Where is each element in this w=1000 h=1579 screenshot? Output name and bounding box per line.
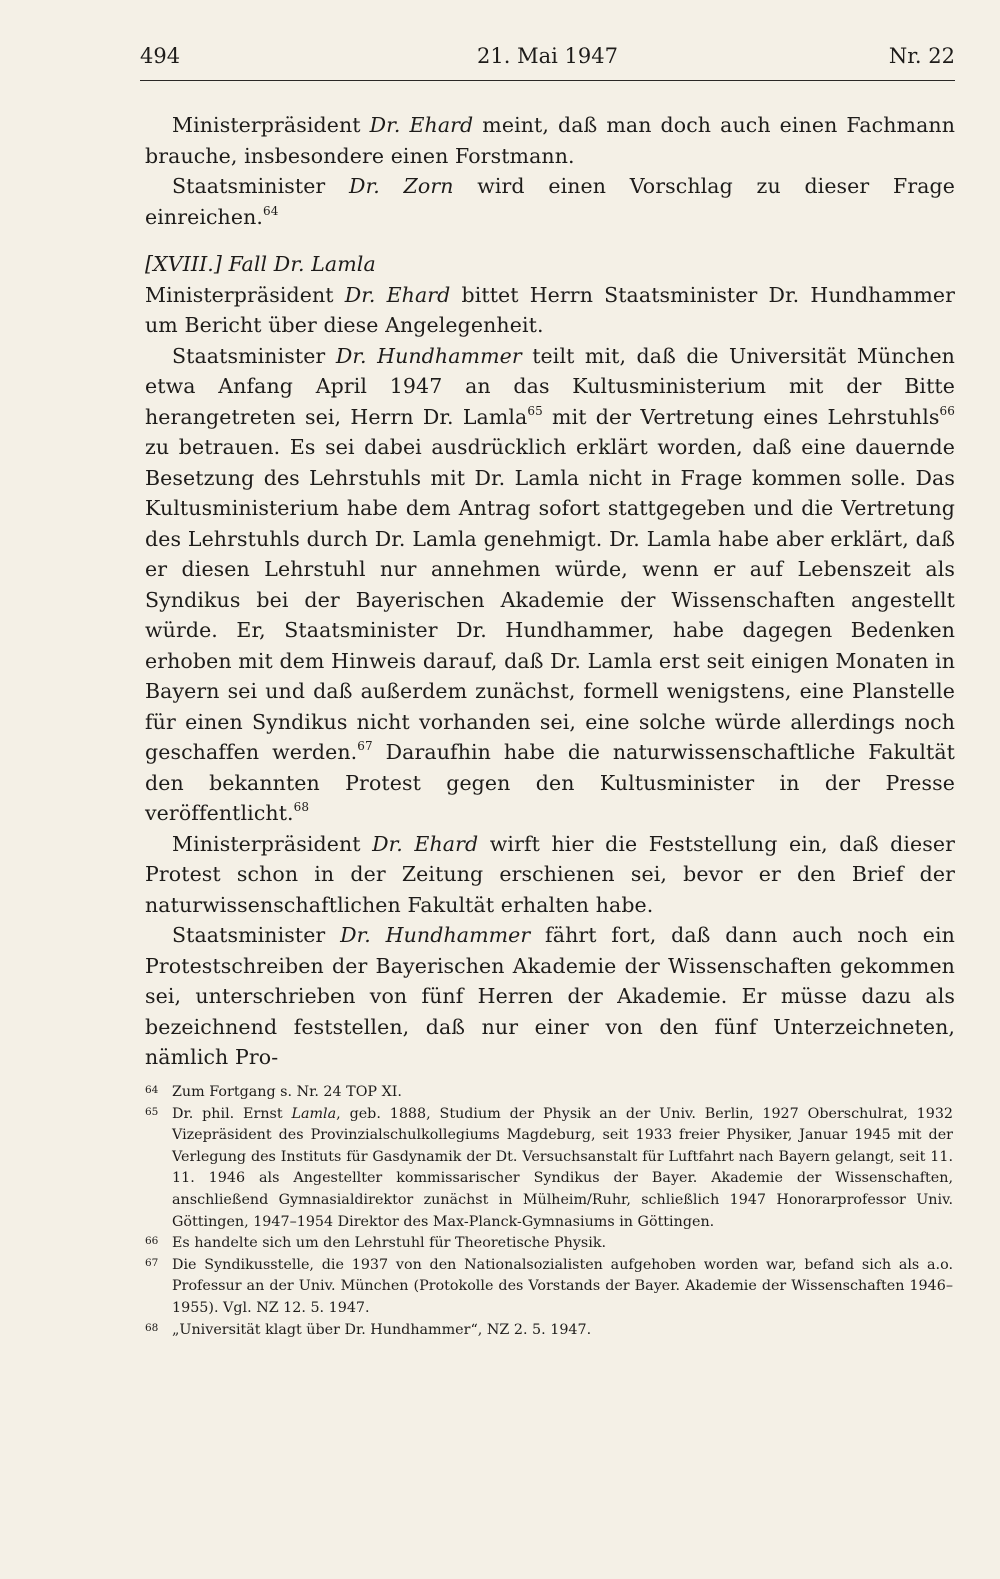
footnote-ref: 68 bbox=[293, 800, 310, 814]
text-run: Die Syndikusstelle, die 1937 von den Nationalsozialisten aufgehoben worden war, befand sich als a.o. Professur an der Univ. München (Protokolle des Vorstands der Bayer. Akademie der Wissenschaften 1946–1955). Vgl. NZ 12. 5. 1947. bbox=[172, 1256, 953, 1316]
footnote-number: 66 bbox=[145, 1235, 159, 1248]
text-run: wird einen Vorschlag zu dieser Frage einreichen. bbox=[145, 174, 955, 229]
speaker-name: Dr. Ehard bbox=[344, 282, 451, 307]
footnote-text bbox=[172, 1320, 953, 1342]
speaker-name: Dr. Hundhammer bbox=[335, 343, 522, 368]
footnote-ref: 64 bbox=[263, 203, 279, 218]
footnote bbox=[145, 1082, 953, 1104]
text-run: fährt fort, daß dann auch noch ein Protestschreiben der Bayerischen Akademie der Wissenschaften gekommen sei, unterschrieben von fünf Herren der Akademie. Er müsse dazu als bezeichnend feststellen, daß nur einer von den fünf Unterzeichneten, nämlich Pro- bbox=[145, 923, 955, 1069]
paragraph-zorn bbox=[145, 171, 955, 232]
page-number: 494 bbox=[140, 44, 181, 68]
header-date: 21. Mai 1947 bbox=[477, 44, 618, 68]
text-run: bittet Herrn Staatsminister Dr. Hundhammer um Bericht über diese Angelegenheit. bbox=[145, 282, 956, 337]
footnote-number: 67 bbox=[145, 1256, 159, 1269]
footnote bbox=[145, 1104, 953, 1234]
main-text bbox=[145, 110, 955, 1073]
paragraph-hundhammer-report bbox=[145, 341, 955, 829]
text-run: mit der Vertretung eines Lehrstuhls bbox=[542, 404, 940, 429]
footnote-number: 65 bbox=[145, 1105, 159, 1118]
text-run: Staatsminister bbox=[172, 923, 341, 947]
text-run: Es handelte sich um den Lehrstuhl für Theoretische Physik. bbox=[172, 1235, 607, 1252]
paragraph-ehard-protest bbox=[145, 829, 955, 921]
footnote-text bbox=[172, 1104, 953, 1234]
speaker-name: Dr. Zorn bbox=[349, 174, 454, 198]
footnote-number: 68 bbox=[145, 1321, 159, 1334]
footnote-number: 64 bbox=[145, 1084, 159, 1096]
speaker-name: Dr. Ehard bbox=[372, 831, 479, 856]
document-number: Nr. 22 bbox=[888, 44, 955, 68]
text-run: „Universität klagt über Dr. Hundhammer“, NZ 2. 5. 1947. bbox=[172, 1321, 592, 1338]
heading-text: [XVIII.] Fall Dr. Lamla bbox=[145, 252, 376, 276]
footnote bbox=[145, 1255, 953, 1320]
paragraph-hundhammer-continues bbox=[145, 920, 955, 1073]
footnote-ref: 65 bbox=[527, 403, 543, 418]
footnote-text bbox=[172, 1082, 953, 1104]
text-run: meint, daß man doch auch einen Fachmann brauche, insbesondere einen Forstmann. bbox=[145, 113, 956, 168]
header-rule bbox=[140, 80, 955, 81]
text-run: teilt mit, daß die Universität München etwa Anfang April 1947 an das Kultusministerium mit der Bitte herangetreten sei, Herrn Dr. Lamla bbox=[145, 343, 955, 429]
text-run: Ministerpräsident bbox=[172, 113, 370, 137]
text-run: Daraufhin habe die naturwissenschaftliche Fakultät den bekannten Protest gegen den Kultusminister in der Presse veröffentlicht. bbox=[145, 740, 955, 825]
footnote-text bbox=[172, 1255, 953, 1320]
person-name: Lamla bbox=[291, 1105, 337, 1122]
speaker-name: Dr. Ehard bbox=[369, 113, 474, 137]
footnote-ref: 66 bbox=[939, 403, 955, 418]
text-run: , geb. 1888, Studium der Physik an der Univ. Berlin, 1927 Oberschulrat, 1932 Vizepräsident des Provinzialschulkollegiums Magdeburg, seit 1933 freier Physiker, Januar 1945 mit der Verlegung des Instituts für Gasdynamik der Dt. Versuchsanstalt für Luftfahrt nach Bayern gelangt, seit 11. 11. 1946 als Angestellter kommissarischer Syndikus der Bayer. Akademie der Wissenschaften, anschließend Gymnasialdirektor zunächst in Mülheim/Ruhr, schließlich 1947 Honorarprofessor Univ. Göttingen, 1947–1954 Direktor des Max-Planck-Gymnasiums in Göttingen. bbox=[172, 1105, 954, 1230]
footnote bbox=[145, 1233, 953, 1255]
text-run: Dr. phil. Ernst bbox=[172, 1105, 292, 1122]
section-heading bbox=[145, 249, 955, 280]
text-run: wirft hier die Feststellung ein, daß dieser Protest schon in der Zeitung erschienen sei, bevor er den Brief der naturwissenschaftlichen Fakultät erhalten habe. bbox=[145, 831, 955, 917]
speaker-name: Dr. Hundhammer bbox=[340, 923, 531, 947]
text-run: Staatsminister bbox=[172, 343, 336, 368]
text-run: Ministerpräsident bbox=[145, 282, 345, 307]
paragraph-ehard-bericht bbox=[145, 280, 955, 341]
footnote-ref: 67 bbox=[357, 739, 373, 753]
text-run: Zum Fortgang s. Nr. 24 TOP XI. bbox=[172, 1084, 402, 1100]
text-run: Ministerpräsident bbox=[172, 831, 373, 856]
footnotes bbox=[145, 1082, 953, 1341]
running-header bbox=[140, 44, 955, 78]
text-run: zu betrauen. Es sei dabei ausdrücklich erklärt worden, daß eine dauernde Besetzung des Lehrstuhls mit Dr. Lamla nicht in Frage kommen solle. Das Kultusministerium habe dem Antrag sofort stattgegeben und die Vertretung des Lehrstuhls durch Dr. Lamla genehmigt. Dr. Lamla habe aber erklärt, daß er diesen Lehrstuhl nur annehmen würde, wenn er auf Lebenszeit als Syndikus bei der Bayerischen Akademie der Wissenschaften angestellt würde. Er, Staatsminister Dr. Hundhammer, habe dagegen Bedenken erhoben mit dem Hinweis darauf, daß Dr. Lamla erst seit einigen Monaten in Bayern sei und daß außerdem zunächst, formell wenigstens, eine Planstelle für einen Syndikus nicht vorhanden sei, eine solche würde allerdings noch geschaffen werden. bbox=[145, 435, 955, 764]
text-run: Staatsminister bbox=[172, 174, 350, 198]
footnote-text bbox=[172, 1233, 953, 1255]
paragraph-ehard-fachmann bbox=[145, 110, 955, 171]
footnote bbox=[145, 1320, 953, 1342]
